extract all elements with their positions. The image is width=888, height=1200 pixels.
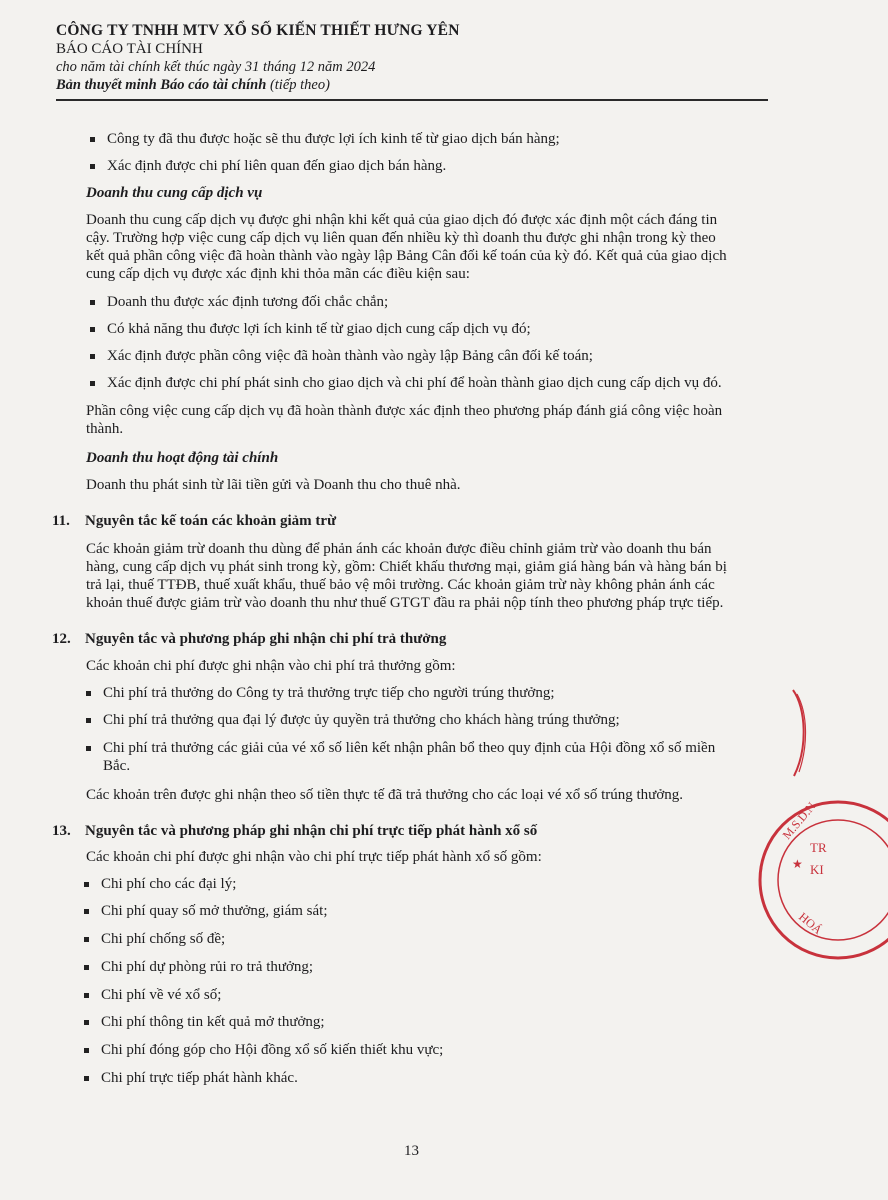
bullet-marker <box>84 1076 89 1081</box>
bullet-text-continued: Bắc. <box>103 758 131 774</box>
section-number: 13. <box>52 823 71 839</box>
paragraph-line: trả lại, thuế TTĐB, thuế xuất khẩu, thuế bảo vệ môi trường. Các khoản giảm trừ này không phản ánh các <box>86 577 715 593</box>
paragraph-line: cậy. Trường hợp việc cung cấp dịch vụ liên quan đến nhiều kỳ thì doanh thu được ghi nhận trong kỳ theo <box>86 230 716 246</box>
bullet-marker <box>90 327 95 332</box>
bullet-marker <box>84 965 89 970</box>
bullet-marker <box>84 1048 89 1053</box>
paragraph-line: Các khoản chi phí được ghi nhận vào chi phí trả thưởng gồm: <box>86 658 456 674</box>
paragraph-line: Các khoản chi phí được ghi nhận vào chi phí trực tiếp phát hành xổ số gồm: <box>86 849 542 865</box>
subsection-title-services: Doanh thu cung cấp dịch vụ <box>86 185 263 201</box>
section-title: Nguyên tắc và phương pháp ghi nhận chi phí trả thưởng <box>85 631 447 647</box>
bullet-marker <box>90 354 95 359</box>
bullet-marker <box>84 1020 89 1025</box>
bullet-text: Chi phí dự phòng rủi ro trả thưởng; <box>101 959 314 975</box>
seal-star-icon: ★ <box>792 857 803 871</box>
notes-title-bold: Bản thuyết minh Báo cáo tài chính <box>56 77 267 93</box>
paragraph-line: Doanh thu cung cấp dịch vụ được ghi nhận khi kết quả của giao dịch đó được xác định một cách đáng tin <box>86 212 718 228</box>
notes-title-cont: (tiếp theo) <box>269 77 330 93</box>
bullet-marker <box>86 746 91 751</box>
paragraph-line: thành. <box>86 421 124 437</box>
bullet-marker <box>90 381 95 386</box>
bullet-marker <box>84 993 89 998</box>
page-number: 13 <box>404 1143 419 1159</box>
paragraph-line: Các khoản trên được ghi nhận theo số tiền thực tế đã trả thưởng cho các loại vé xổ số trúng thưởng. <box>86 787 683 803</box>
paragraph-line: Phần công việc cung cấp dịch vụ đã hoàn thành được xác định theo phương pháp đánh giá công việc hoàn <box>86 403 723 419</box>
bullet-text: Chi phí đóng góp cho Hội đồng xổ số kiến thiết khu vực; <box>101 1042 444 1058</box>
report-period: cho năm tài chính kết thúc ngày 31 tháng 12 năm 2024 <box>56 59 376 75</box>
bullet-text: Chi phí thông tin kết quả mở thưởng; <box>101 1014 325 1030</box>
seal-bottom-text: HOÁ <box>796 909 825 938</box>
seal-ring-text: M.S.D.N <box>779 799 819 842</box>
paragraph-line: khoản thuế được giảm trừ vào doanh thu như thuế GTGT đầu ra phải nộp tính theo phương pháp trực tiếp. <box>86 595 724 611</box>
bullet-marker <box>86 691 91 696</box>
bullet-marker <box>84 882 89 887</box>
section-number: 11. <box>52 513 70 529</box>
bullet-marker <box>90 300 95 305</box>
section-title: Nguyên tắc và phương pháp ghi nhận chi phí trực tiếp phát hành xổ số <box>85 823 538 839</box>
bullet-marker <box>90 137 95 142</box>
bullet-marker <box>84 937 89 942</box>
bullet-text: Công ty đã thu được hoặc sẽ thu được lợi ích kinh tế từ giao dịch bán hàng; <box>107 131 560 147</box>
bullet-text: Chi phí trực tiếp phát hành khác. <box>101 1070 298 1086</box>
bullet-text: Chi phí chống số đề; <box>101 931 226 947</box>
signature-mark <box>790 688 810 778</box>
bullet-text: Xác định được chi phí phát sinh cho giao dịch và chi phí để hoàn thành giao dịch cung cấp dịch vụ đó. <box>107 375 722 391</box>
subsection-title-financial: Doanh thu hoạt động tài chính <box>86 450 279 466</box>
bullet-text: Chi phí cho các đại lý; <box>101 876 237 892</box>
bullet-text: Xác định được chi phí liên quan đến giao dịch bán hàng. <box>107 158 447 174</box>
seal-inner-1: TR <box>810 840 827 855</box>
bullet-marker <box>90 164 95 169</box>
paragraph-line: hàng, cung cấp dịch vụ phát sinh trong kỳ, gồm: Chiết khấu thương mại, giảm giá hàng bán và hàng bán bị <box>86 559 727 575</box>
section-number: 12. <box>52 631 71 647</box>
bullet-text: Chi phí quay số mở thưởng, giám sát; <box>101 903 328 919</box>
paragraph-line: Các khoản giảm trừ doanh thu dùng để phản ánh các khoản được điều chỉnh giảm trừ vào doanh thu bán <box>86 541 712 557</box>
bullet-text: Chi phí trả thưởng do Công ty trả thưởng trực tiếp cho người trúng thưởng; <box>103 685 555 701</box>
header-divider <box>56 99 768 101</box>
seal-inner-2: KI <box>810 862 824 877</box>
notes-title <box>56 76 768 94</box>
company-seal <box>748 790 888 970</box>
paragraph-line: kết quả phần công việc đã hoàn thành vào ngày lập Bảng Cân đối kế toán của kỳ đó. Kết quả của giao dịch <box>86 248 727 264</box>
document-header <box>56 22 768 94</box>
bullet-text: Chi phí trả thưởng qua đại lý được ủy quyền trả thưởng cho khách hàng trúng thưởng; <box>103 712 620 728</box>
bullet-marker <box>84 909 89 914</box>
paragraph-line: Doanh thu phát sinh từ lãi tiền gửi và Doanh thu cho thuê nhà. <box>86 477 461 493</box>
company-name: CÔNG TY TNHH MTV XỔ SỐ KIẾN THIẾT HƯNG YÊN <box>56 22 460 39</box>
bullet-text: Có khả năng thu được lợi ích kinh tế từ giao dịch cung cấp dịch vụ đó; <box>107 321 531 337</box>
bullet-text: Doanh thu được xác định tương đối chắc chắn; <box>107 294 389 310</box>
bullet-text: Xác định được phần công việc đã hoàn thành vào ngày lập Bảng cân đối kế toán; <box>107 348 593 364</box>
bullet-marker <box>86 718 91 723</box>
paragraph-line: cung cấp dịch vụ được xác định khi thỏa mãn các điều kiện sau: <box>86 266 470 282</box>
bullet-text: Chi phí về vé xổ số; <box>101 987 222 1003</box>
bullet-text: Chi phí trả thưởng các giải của vé xổ số liên kết nhận phân bổ theo quy định của Hội đồng xổ số miền <box>103 740 716 756</box>
section-title: Nguyên tắc kế toán các khoản giảm trừ <box>85 513 337 529</box>
report-title: BÁO CÁO TÀI CHÍNH <box>56 41 203 57</box>
